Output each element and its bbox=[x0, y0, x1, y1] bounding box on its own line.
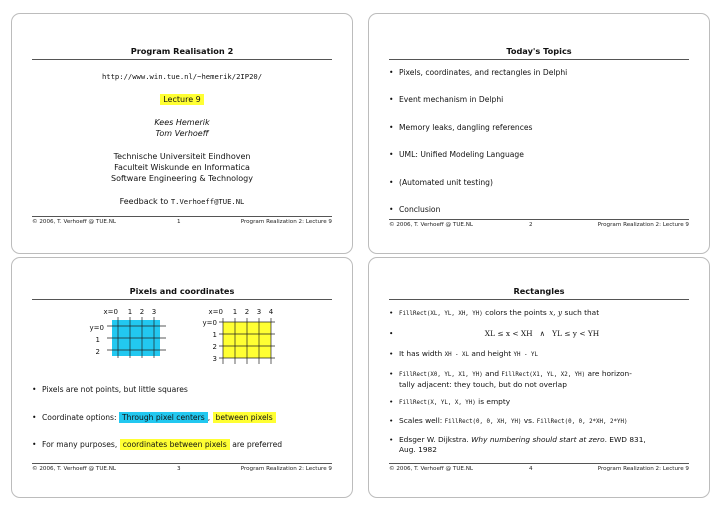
footer-copyright: © 2006, T. Verhoeff @ TUE.NL bbox=[32, 219, 117, 225]
y-axis-label: y=0 bbox=[89, 324, 104, 332]
title-rule bbox=[389, 59, 689, 60]
x-tick: 2 bbox=[139, 308, 145, 316]
text: tally adjacent: they touch, but do not overlap bbox=[399, 380, 567, 389]
bullet3-highlight: coordinates between pixels bbox=[120, 439, 230, 450]
pixel-grid-between bbox=[187, 306, 297, 368]
option-between-pixels: between pixels bbox=[213, 412, 276, 423]
slide-2 bbox=[368, 13, 710, 254]
slide-title: Program Realisation 2 bbox=[130, 46, 234, 56]
slide-title: Pixels and coordinates bbox=[129, 286, 235, 296]
y-tick: 3 bbox=[212, 355, 217, 363]
list-item: • Conclusion bbox=[389, 204, 695, 215]
footer-page-number: 2 bbox=[529, 222, 533, 228]
author-1: Kees Hemerik bbox=[154, 118, 210, 127]
footer-page-number: 3 bbox=[177, 466, 181, 472]
text: colors the points bbox=[485, 308, 547, 317]
list-item bbox=[389, 396, 695, 409]
code: FillRect(X0, YL, X1, YH) bbox=[399, 372, 483, 378]
list-item bbox=[389, 348, 695, 361]
feedback-email[interactable]: T.Verhoeff@TUE.NL bbox=[170, 197, 245, 206]
text: such that bbox=[564, 308, 600, 317]
coord-options-label: Coordinate options: bbox=[42, 413, 117, 422]
bullet3-post: are preferred bbox=[232, 440, 283, 449]
code: FillRect(0, 0, 2*XH, 2*YH) bbox=[536, 419, 628, 425]
slide-title: Today's Topics bbox=[506, 46, 572, 56]
footer-page-number: 1 bbox=[177, 219, 181, 225]
lecture-label-wrap bbox=[12, 95, 352, 104]
code: FillRect(X, YL, X, YH) bbox=[399, 400, 476, 406]
text: . EWD 831, bbox=[604, 435, 646, 444]
y-tick: 1 bbox=[95, 336, 100, 344]
text: Aug. 1982 bbox=[399, 445, 437, 454]
x-tick: 3 bbox=[256, 308, 262, 316]
x-tick: 1 bbox=[232, 308, 238, 316]
x-tick: 1 bbox=[127, 308, 133, 316]
code: YH - YL bbox=[513, 352, 538, 358]
citation-title: Why numbering should start at zero bbox=[471, 435, 605, 444]
slide-1 bbox=[11, 13, 353, 254]
code: XH - XL bbox=[444, 352, 470, 358]
text: and bbox=[485, 369, 500, 378]
footer-course: Program Realization 2: Lecture 9 bbox=[240, 219, 332, 225]
footer-copyright: © 2006, T. Verhoeff @ TUE.NL bbox=[389, 466, 474, 472]
option-separator: , bbox=[207, 413, 211, 422]
feedback-label: Feedback to bbox=[119, 197, 169, 206]
footer-course: Program Realization 2: Lecture 9 bbox=[240, 466, 332, 472]
list-item: • UML: Unified Modeling Language bbox=[389, 149, 695, 160]
text: It has width bbox=[399, 349, 443, 358]
text: Edsger W. Dijkstra. bbox=[399, 435, 469, 444]
text: is empty bbox=[478, 397, 511, 406]
footer-rule bbox=[32, 216, 332, 217]
x-axis-label: x=0 bbox=[103, 308, 118, 316]
feedback-line bbox=[12, 197, 352, 206]
x-axis-label: x=0 bbox=[208, 308, 223, 316]
code-fillrect: FillRect(XL, YL, XH, YH) bbox=[399, 311, 483, 317]
formula: • XL ≤ x < XH ∧ YL ≤ y < YH bbox=[389, 328, 695, 339]
slide-4 bbox=[368, 257, 710, 498]
footer-copyright: © 2006, T. Verhoeff @ TUE.NL bbox=[32, 466, 117, 472]
institution-1: Technische Universiteit Eindhoven bbox=[113, 152, 251, 161]
list-item bbox=[32, 412, 338, 423]
footer-rule bbox=[389, 463, 689, 464]
lecture-label: Lecture 9 bbox=[160, 94, 204, 105]
list-item: • Pixels are not points, but little squares bbox=[32, 384, 338, 395]
text: vs. bbox=[523, 416, 535, 425]
x-tick: 3 bbox=[151, 308, 157, 316]
list-item bbox=[389, 435, 695, 455]
x-tick: 4 bbox=[268, 308, 274, 316]
slide-3 bbox=[11, 257, 353, 498]
x-tick: 2 bbox=[244, 308, 250, 316]
footer-copyright: © 2006, T. Verhoeff @ TUE.NL bbox=[389, 222, 474, 228]
footer-page-number: 4 bbox=[529, 466, 533, 472]
list-item bbox=[389, 369, 695, 390]
pixel-grid-centers bbox=[82, 306, 192, 368]
math: x, y bbox=[549, 308, 563, 317]
text: Scales well: bbox=[399, 416, 443, 425]
list-item: • (Automated unit testing) bbox=[389, 177, 695, 188]
title-rule bbox=[389, 299, 689, 300]
list-item: • Pixels, coordinates, and rectangles in Delphi bbox=[389, 67, 695, 78]
footer-course: Program Realization 2: Lecture 9 bbox=[597, 466, 689, 472]
course-url[interactable]: http://www.win.tue.nl/~hemerik/2IP20/ bbox=[101, 72, 263, 81]
list-item: • Memory leaks, dangling references bbox=[389, 122, 695, 133]
code: FillRect(X1, YL, X2, YH) bbox=[501, 372, 586, 378]
list-item bbox=[32, 439, 338, 450]
institution-3: Software Engineering & Technology bbox=[111, 174, 253, 183]
footer-course: Program Realization 2: Lecture 9 bbox=[597, 222, 689, 228]
author-2: Tom Verhoeff bbox=[155, 129, 209, 138]
list-item bbox=[389, 307, 695, 320]
list-item bbox=[389, 415, 695, 428]
option-pixel-centers: Through pixel centers bbox=[119, 412, 208, 423]
footer-rule bbox=[32, 463, 332, 464]
institution-2: Faculteit Wiskunde en Informatica bbox=[114, 163, 250, 172]
slide-title: Rectangles bbox=[513, 286, 565, 296]
text: are horizon- bbox=[587, 369, 632, 378]
title-rule bbox=[32, 59, 332, 60]
y-axis-label: y=0 bbox=[202, 319, 217, 327]
code: FillRect(0, 0, XH, YH) bbox=[444, 419, 522, 425]
title-rule bbox=[32, 299, 332, 300]
text: and height bbox=[471, 349, 512, 358]
footer-rule bbox=[389, 219, 689, 220]
list-item: • Event mechanism in Delphi bbox=[389, 94, 695, 105]
y-tick: 2 bbox=[95, 348, 100, 356]
bullet3-pre: For many purposes, bbox=[42, 440, 118, 449]
y-tick: 1 bbox=[212, 331, 217, 339]
y-tick: 2 bbox=[212, 343, 217, 351]
